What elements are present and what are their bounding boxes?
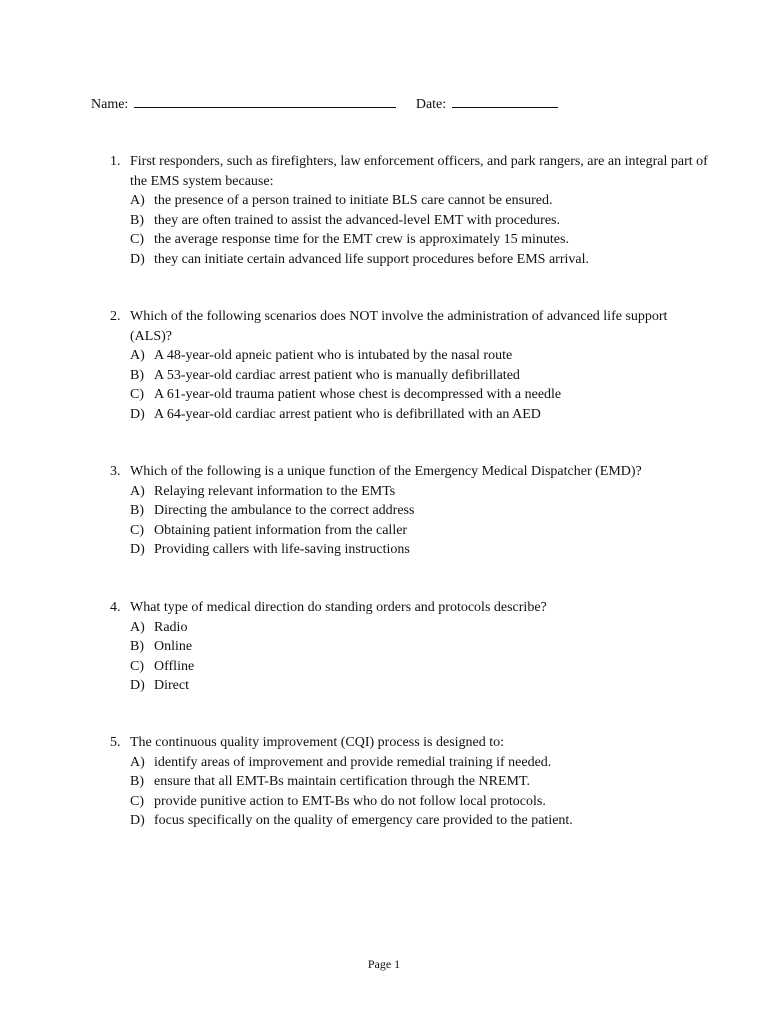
header-fields <box>91 93 558 114</box>
option-letter: D) <box>130 406 145 422</box>
answer-option <box>130 637 710 657</box>
answer-options <box>110 191 710 269</box>
option-letter: A) <box>130 193 145 208</box>
option-text: A 53-year-old cardiac arrest patient who is manually defibrillated <box>154 367 520 383</box>
answer-option <box>130 366 710 386</box>
option-letter: A) <box>130 348 145 363</box>
option-text: provide punitive action to EMT-Bs who do not follow local protocols. <box>154 793 546 809</box>
question-number: 5. <box>110 735 121 750</box>
option-text: Providing callers with life-saving instructions <box>154 542 410 557</box>
question-number: 4. <box>110 600 121 615</box>
answer-options <box>110 618 710 696</box>
option-text: Offline <box>154 658 195 674</box>
option-letter: D) <box>130 813 145 828</box>
answer-option <box>130 657 710 677</box>
option-letter: A) <box>130 483 145 499</box>
option-text: A 64-year-old cardiac arrest patient who is defibrillated with an AED <box>154 406 541 422</box>
answer-option <box>130 250 710 270</box>
answer-options <box>110 482 710 560</box>
option-text: Relaying relevant information to the EMTs <box>154 483 396 499</box>
name-label: Name: <box>91 97 129 112</box>
option-letter: B) <box>130 503 144 518</box>
option-text: Radio <box>154 619 188 635</box>
option-text: A 61-year-old trauma patient whose chest is decompressed with a needle <box>154 387 562 402</box>
option-text: they are often trained to assist the advanced-level EMT with procedures. <box>154 212 560 228</box>
name-blank-line <box>134 93 396 108</box>
question-4 <box>110 598 710 696</box>
question-text: What type of medical direction do standing orders and protocols describe? <box>130 600 547 615</box>
option-text: the presence of a person trained to initiate BLS care cannot be ensured. <box>154 193 553 208</box>
question-3 <box>110 462 710 560</box>
answer-option <box>130 346 710 366</box>
option-text: Obtaining patient information from the caller <box>154 522 408 538</box>
date-blank-line <box>452 93 558 108</box>
option-text: focus specifically on the quality of emergency care provided to the patient. <box>154 813 573 828</box>
option-letter: C) <box>130 658 144 674</box>
answer-option <box>130 753 710 773</box>
question-stem <box>110 462 710 482</box>
answer-option <box>130 521 710 541</box>
answer-option <box>130 618 710 638</box>
option-text: identify areas of improvement and provide remedial training if needed. <box>154 754 552 770</box>
page-footer <box>0 957 768 972</box>
answer-option <box>130 482 710 502</box>
question-stem <box>110 152 710 191</box>
option-letter: D) <box>130 542 145 557</box>
option-letter: C) <box>130 793 144 809</box>
answer-option <box>130 792 710 812</box>
option-text: A 48-year-old apneic patient who is intubated by the nasal route <box>154 348 513 363</box>
page-number: Page 1 <box>367 957 401 971</box>
answer-option <box>130 811 710 831</box>
option-letter: A) <box>130 754 145 770</box>
question-number: 1. <box>110 154 121 169</box>
option-text: Directing the ambulance to the correct address <box>154 503 415 518</box>
option-text: they can initiate certain advanced life support procedures before EMS arrival. <box>154 251 589 267</box>
question-1 <box>110 152 710 269</box>
question-stem <box>110 307 710 346</box>
answer-options <box>110 753 710 831</box>
question-stem <box>110 733 710 753</box>
question-stem <box>110 598 710 618</box>
option-letter: B) <box>130 774 144 789</box>
date-label: Date: <box>415 97 447 112</box>
option-letter: C) <box>130 522 144 538</box>
question-text: The continuous quality improvement (CQI) process is designed to: <box>130 735 505 750</box>
option-letter: B) <box>130 639 144 654</box>
option-letter: C) <box>130 232 144 247</box>
question-2 <box>110 307 710 424</box>
question-5 <box>110 733 710 831</box>
option-letter: D) <box>130 678 145 693</box>
option-text: ensure that all EMT-Bs maintain certification through the NREMT. <box>154 774 530 789</box>
answer-option <box>130 405 710 425</box>
question-text: Which of the following is a unique function of the Emergency Medical Dispatcher (EMD)? <box>130 464 642 479</box>
option-letter: B) <box>130 212 144 228</box>
answer-option <box>130 501 710 521</box>
option-letter: B) <box>130 367 144 383</box>
option-text: the average response time for the EMT crew is approximately 15 minutes. <box>154 232 569 247</box>
option-letter: C) <box>130 387 144 402</box>
answer-option <box>130 211 710 231</box>
question-number: 2. <box>110 309 121 324</box>
option-text: Direct <box>154 678 189 693</box>
option-letter: D) <box>130 251 145 267</box>
option-letter: A) <box>130 619 145 635</box>
answer-option <box>130 191 710 211</box>
question-text: Which of the following scenarios does NOT involve the administration of advanced life support (ALS)? <box>130 309 668 344</box>
question-text: First responders, such as firefighters, law enforcement officers, and park rangers, are an integral part of the EMS system because: <box>130 154 708 189</box>
option-text: Online <box>154 639 193 654</box>
answer-option <box>130 230 710 250</box>
answer-options <box>110 346 710 424</box>
answer-option <box>130 540 710 560</box>
answer-option <box>130 385 710 405</box>
question-number: 3. <box>110 464 121 479</box>
answer-option <box>130 772 710 792</box>
answer-option <box>130 676 710 696</box>
